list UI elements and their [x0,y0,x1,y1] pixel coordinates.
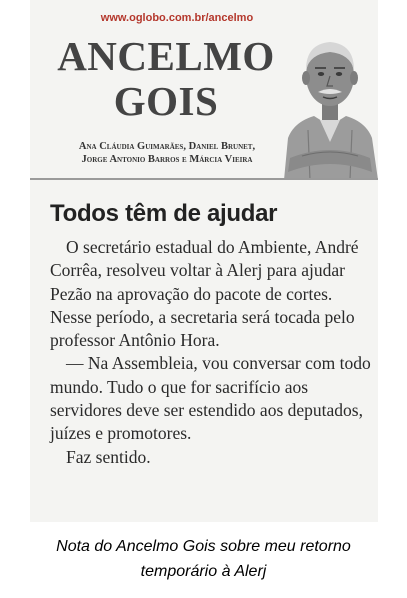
article-paragraph: Faz sentido. [66,446,151,467]
contributors [42,140,292,166]
column-title-line1: ANCELMO [57,33,275,79]
article-paragraph: — Na Assembleia, vou conversar com todo mundo. Tudo o que for sacrifício aos servidores deve ser estendido aos deputados, juízes e promotores. [50,353,371,444]
column-url: www.oglobo.com.br/ancelmo [100,12,254,24]
image-caption [0,534,407,584]
divider-rule [30,178,378,180]
article-paragraph: O secretário estadual do Ambiente, André Corrêa, resolveu voltar à Alerj para ajudar Pezão na aprovação do pacote de cortes. Nesse período, a secretaria será tocada pelo professor Antônio Hora. [50,237,359,351]
article-headline: Todos têm de ajudar [50,200,278,227]
columnist-portrait [280,30,378,180]
newspaper-clipping [30,0,378,522]
column-title [46,34,286,124]
article-body [50,236,374,469]
caption-line1: Nota do Ancelmo Gois sobre meu retorno [56,538,351,555]
contributors-line1: Ana Cláudia Guimarães, Daniel Brunet, [78,141,256,152]
caption-line2: temporário à Alerj [140,563,267,580]
contributors-line2: Jorge Antonio Barros e Márcia Vieira [81,154,253,165]
column-title-line2: GOIS [113,78,219,124]
